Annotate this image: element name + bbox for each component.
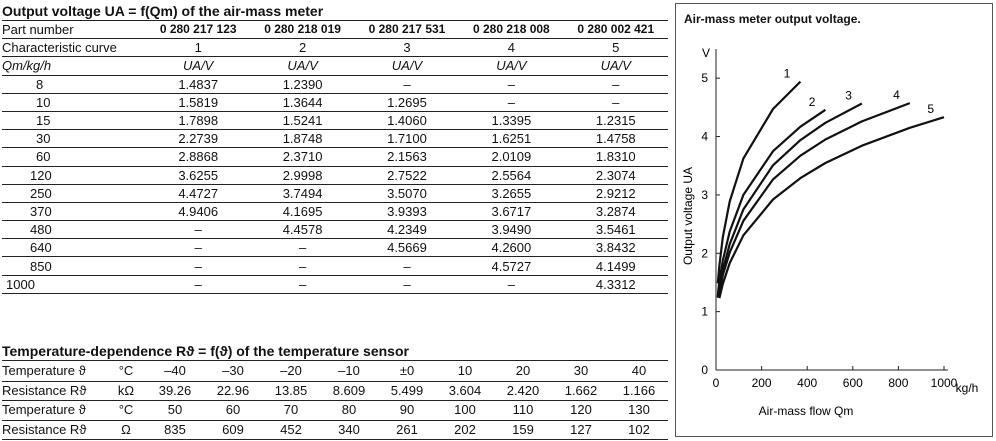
y-tick-label: 4 [701,129,708,144]
characteristic-curve-row [2,39,668,57]
voltage-value: 1.5819 [146,93,250,111]
table-cell: 30 [552,362,610,381]
curve-number-cell: 3 [355,39,459,57]
temperature-sensor-table [2,362,668,440]
ua-header: UA/V [250,57,354,75]
table-row [2,111,668,129]
voltage-value: 4.1499 [564,257,668,275]
voltage-value: 4.1695 [250,202,354,220]
voltage-value: – [459,93,563,111]
curve-number-cell: 4 [459,39,563,57]
voltage-value: 3.2655 [459,184,563,202]
voltage-value: – [146,239,250,257]
unit-header-row [2,57,668,75]
voltage-value: 1.2390 [250,75,354,93]
chart-plot-area [701,49,957,390]
qm-value: 640 [2,239,146,257]
voltage-value: 2.1563 [355,148,459,166]
table-row [2,130,668,148]
curve-number-cell: 5 [564,39,668,57]
table-cell: 20 [494,362,552,381]
series-label-3: 3 [845,88,852,103]
ua-header: UA/V [146,57,250,75]
output-voltage-title: Output voltage UA = f(Qm) of the air-mass meter [2,2,668,21]
row-label: Temperature ϑ [2,401,106,421]
series-label-1: 1 [783,66,791,81]
output-voltage-rows [2,75,668,293]
voltage-value: 4.4578 [250,221,354,239]
voltage-value: 3.5070 [355,184,459,202]
voltage-value: 2.8868 [146,148,250,166]
table-cell: 452 [262,420,320,440]
voltage-value: 1.8748 [250,130,354,148]
voltage-value: 3.5461 [564,221,668,239]
table-cell: 609 [204,420,262,440]
y-tick-label: 5 [701,71,708,86]
voltage-value: 1.4837 [146,75,250,93]
table-cell: 159 [494,420,552,440]
air-mass-chart [676,4,992,436]
table-cell: 8.609 [320,381,378,401]
table-cell: 60 [204,401,262,421]
part-number-cell: 0 280 218 019 [250,21,354,39]
table-cell: 102 [610,420,668,440]
x-tick-label: 1000 [930,376,958,390]
voltage-value: 4.2600 [459,239,563,257]
part-number-cell: 0 280 218 008 [459,21,563,39]
voltage-value: 1.4758 [564,130,668,148]
table-cell: 1.662 [552,381,610,401]
voltage-value: 1.3395 [459,111,563,129]
part-number-cell: 0 280 217 123 [146,21,250,39]
table-cell: 2.420 [494,381,552,401]
qm-value: 120 [2,166,146,184]
table-row [2,184,668,202]
table-cell: 5.499 [378,381,436,401]
characteristic-curve-label: Characteristic curve [2,39,146,57]
row-unit: °C [106,401,146,421]
x-tick-label: 800 [888,376,909,390]
voltage-value: 3.9393 [355,202,459,220]
table-cell: 100 [436,401,494,421]
qm-value: 15 [2,111,146,129]
ua-header: UA/V [564,57,668,75]
qm-value: 30 [2,130,146,148]
x-tick-label: 400 [797,376,818,390]
part-number-row [2,21,668,39]
table-cell: 835 [146,420,204,440]
voltage-value: 2.0109 [459,148,563,166]
voltage-value: – [250,239,354,257]
voltage-value: 3.7494 [250,184,354,202]
table-cell: 1.166 [610,381,668,401]
series-label-5: 5 [927,102,934,117]
y-unit-label: V [701,46,711,60]
voltage-value: – [564,75,668,93]
table-cell: 90 [378,401,436,421]
table-cell: 120 [552,401,610,421]
x-tick-label: 600 [842,376,863,390]
table-cell: –40 [146,362,204,381]
qm-value: 10 [2,93,146,111]
qm-header: Qm/kg/h [2,57,146,75]
table-cell: 130 [610,401,668,421]
table-row [2,362,668,381]
row-unit: kΩ [106,381,146,401]
table-cell: 70 [262,401,320,421]
curve-number-cell: 1 [146,39,250,57]
table-row [2,275,668,293]
y-tick-label: 3 [701,187,708,202]
series-line-2 [718,110,826,298]
voltage-value: – [459,75,563,93]
voltage-value: 1.2315 [564,111,668,129]
voltage-value: – [146,275,250,293]
table-row [2,202,668,220]
table-cell: 110 [494,401,552,421]
table-cell: 80 [320,401,378,421]
table-cell: 127 [552,420,610,440]
voltage-value: – [564,93,668,111]
voltage-value: 1.4060 [355,111,459,129]
voltage-value: – [250,275,354,293]
series-label-4: 4 [893,88,900,103]
voltage-value: 3.6717 [459,202,563,220]
chart-title: Air-mass meter output voltage. [684,12,861,26]
table-row [2,75,668,93]
qm-value: 8 [2,75,146,93]
voltage-value: – [146,221,250,239]
voltage-value: 1.7100 [355,130,459,148]
voltage-value: 2.5564 [459,166,563,184]
voltage-value: 2.9212 [564,184,668,202]
voltage-value: 4.9406 [146,202,250,220]
qm-value: 60 [2,148,146,166]
row-label: Resistance Rϑ [2,420,106,440]
table-row [2,93,668,111]
row-label: Resistance Rϑ [2,381,106,401]
y-tick-label: 2 [701,246,708,261]
voltage-value: 1.5241 [250,111,354,129]
table-cell: 10 [436,362,494,381]
table-row [2,257,668,275]
voltage-value: 1.2695 [355,93,459,111]
output-voltage-table [2,21,668,294]
table-cell: 50 [146,401,204,421]
table-row [2,420,668,440]
table-cell: 13.85 [262,381,320,401]
ua-header: UA/V [459,57,563,75]
table-row [2,166,668,184]
voltage-value: 3.2874 [564,202,668,220]
y-tick-label: 0 [701,363,708,377]
row-label: Temperature ϑ [2,362,106,381]
y-tick-label: 1 [701,304,708,319]
voltage-value: – [459,275,563,293]
x-unit-label: kg/h [955,381,979,395]
voltage-value: 4.3312 [564,275,668,293]
voltage-value: 2.7522 [355,166,459,184]
table-cell: 261 [378,420,436,440]
ua-header: UA/V [355,57,459,75]
series-label-2: 2 [808,94,816,109]
voltage-value: 2.3710 [250,148,354,166]
voltage-value: – [146,257,250,275]
voltage-value: – [355,275,459,293]
voltage-value: 2.2739 [146,130,250,148]
x-axis-label: Air-mass flow Qm [758,404,854,418]
table-cell: 340 [320,420,378,440]
part-number-label: Part number [2,21,146,39]
voltage-value: 3.9490 [459,221,563,239]
table-cell: –10 [320,362,378,381]
chart-panel [675,3,993,437]
voltage-value: 4.5727 [459,257,563,275]
voltage-value: 1.3644 [250,93,354,111]
row-unit: Ω [106,420,146,440]
table-cell: 202 [436,420,494,440]
voltage-value: 3.6255 [146,166,250,184]
voltage-value: 1.7898 [146,111,250,129]
y-axis-label: Output voltage UA [681,166,695,266]
output-voltage-section [2,2,668,294]
x-tick-label: 0 [712,376,720,390]
voltage-value: 1.6251 [459,130,563,148]
table-row [2,401,668,421]
voltage-value: 4.5669 [355,239,459,257]
part-number-cell: 0 280 002 421 [564,21,668,39]
voltage-value: 2.3074 [564,166,668,184]
table-cell: 22.96 [204,381,262,401]
part-number-cell: 0 280 217 531 [355,21,459,39]
temperature-sensor-title: Temperature-dependence Rϑ = f(ϑ) of the temperature sensor [2,342,668,361]
table-cell: –30 [204,362,262,381]
x-tick-label: 200 [751,376,772,390]
voltage-value: 4.4727 [146,184,250,202]
voltage-value: – [355,257,459,275]
table-cell: 3.604 [436,381,494,401]
voltage-value: 1.8310 [564,148,668,166]
voltage-value: 2.9998 [250,166,354,184]
table-row [2,239,668,257]
table-cell: ±0 [378,362,436,381]
qm-value: 480 [2,221,146,239]
table-row [2,381,668,401]
qm-value: 250 [2,184,146,202]
voltage-value: 3.8432 [564,239,668,257]
qm-value: 850 [2,257,146,275]
table-row [2,221,668,239]
row-unit: °C [106,362,146,381]
qm-value: 370 [2,202,146,220]
voltage-value: – [355,75,459,93]
temperature-sensor-rows [2,362,668,440]
qm-value: 1000 [2,275,146,293]
table-cell: 39.26 [146,381,204,401]
voltage-value: 4.2349 [355,221,459,239]
voltage-value: – [250,257,354,275]
curve-number-cell: 2 [250,39,354,57]
table-cell: –20 [262,362,320,381]
table-row [2,148,668,166]
table-cell: 40 [610,362,668,381]
